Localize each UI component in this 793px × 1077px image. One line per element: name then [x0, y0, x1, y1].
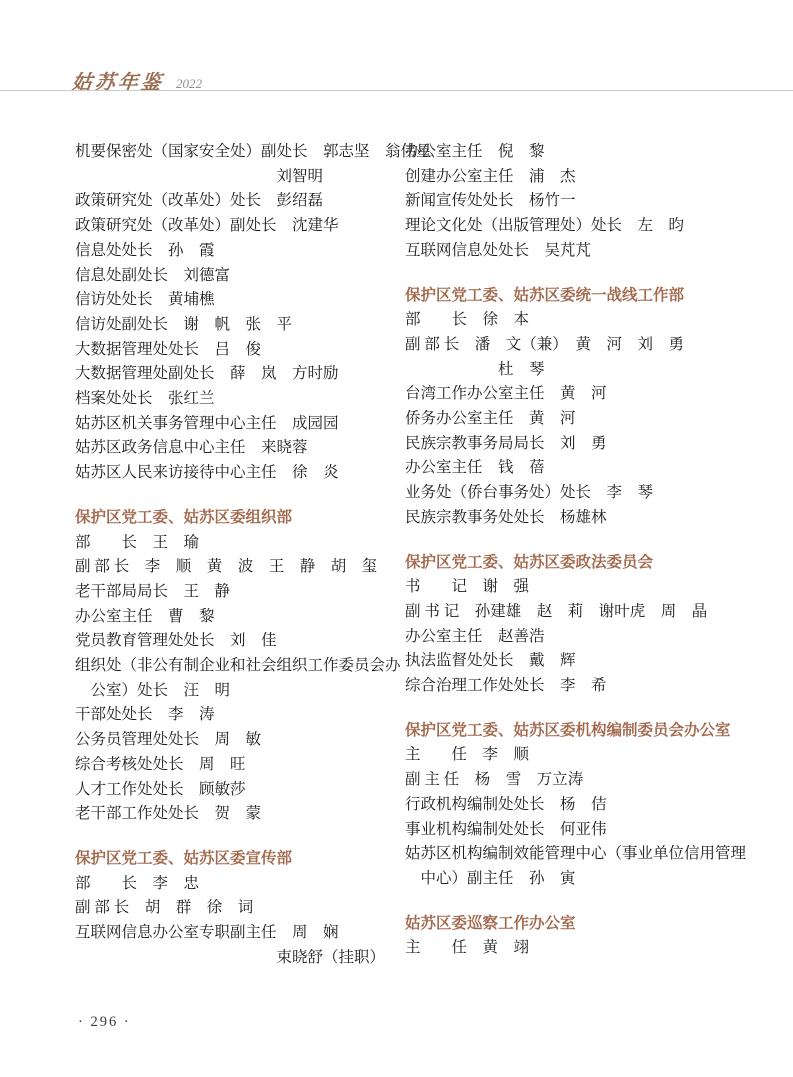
directory-line: 干部处处长 李 涛 — [75, 706, 215, 724]
directory-section-continued — [75, 140, 432, 486]
directory-line: 档案处处长 张红兰 — [75, 390, 215, 408]
directory-section — [405, 719, 757, 892]
directory-line: 民族宗教事务处处长 杨雄林 — [405, 508, 607, 526]
directory-line: 党员教育管理处处长 刘 佳 — [75, 632, 277, 650]
page-header — [72, 66, 202, 92]
page-number: · 296 · — [78, 1014, 131, 1030]
directory-line: 事业机构编制处处长 何亚伟 — [405, 820, 607, 838]
directory-line: 信访处处长 黄埔樵 — [75, 291, 215, 309]
directory-line: 副 主 任 杨 雪 万立涛 — [405, 771, 584, 789]
section-header: 保护区党工委、姑苏区委组织部 — [75, 508, 293, 526]
directory-line: 中心）副主任 孙 寅 — [405, 869, 576, 887]
directory-line: 理论文化处（出版管理处）处长 左 昀 — [405, 217, 685, 235]
directory-line: 姑苏区政务信息中心主任 来晓蓉 — [75, 439, 308, 457]
section-header: 保护区党工委、姑苏区委宣传部 — [75, 849, 293, 867]
directory-line: 民族宗教事务局局长 刘 勇 — [405, 434, 607, 452]
right-column — [405, 140, 757, 961]
directory-line: 公务员管理处处长 周 敏 — [75, 731, 262, 749]
directory-line: 老干部工作处处长 贺 蒙 — [75, 805, 262, 823]
directory-line: 束晓舒（挂职） — [75, 948, 386, 966]
directory-line: 信访处副处长 谢 帆 张 平 — [75, 315, 293, 333]
section-header: 保护区党工委、姑苏区委机构编制委员会办公室 — [405, 721, 731, 739]
directory-line: 大数据管理处副处长 薛 岚 方时励 — [75, 365, 339, 383]
directory-line: 执法监督处处长 戴 辉 — [405, 652, 576, 670]
directory-section — [405, 912, 757, 961]
section-header: 保护区党工委、姑苏区委统一战线工作部 — [405, 286, 685, 304]
directory-line: 副 部 长 李 顺 黄 波 王 静 胡 玺 — [75, 558, 378, 576]
directory-line: 行政机构编制处处长 杨 佶 — [405, 795, 607, 813]
directory-line: 信息处处长 孙 霞 — [75, 241, 215, 259]
directory-line: 部 长 王 瑜 — [75, 533, 200, 551]
directory-line: 综合治理工作处处长 李 希 — [405, 677, 607, 695]
directory-line: 部 长 李 忠 — [75, 874, 200, 892]
directory-line: 组织处（非公有制企业和社会组织工作委员会办 — [75, 657, 401, 675]
directory-line: 业务处（侨台事务处）处长 李 琴 — [405, 484, 654, 502]
directory-line: 姑苏区机构编制效能管理中心（事业单位信用管理 — [405, 845, 747, 863]
directory-line: 公室）处长 汪 明 — [75, 681, 231, 699]
directory-line: 侨务办公室主任 黄 河 — [405, 410, 576, 428]
yearbook-logo: 姑苏年鉴 — [70, 72, 165, 94]
section-header: 姑苏区委巡察工作办公室 — [405, 914, 576, 932]
directory-line: 姑苏区人民来访接待中心主任 徐 炎 — [75, 464, 339, 482]
directory-section — [75, 506, 401, 827]
directory-line: 信息处副处长 刘德富 — [75, 266, 231, 284]
section-header: 保护区党工委、姑苏区委政法委员会 — [405, 553, 654, 571]
directory-line: 副 部 长 胡 群 徐 词 — [75, 899, 254, 917]
directory-section — [405, 284, 757, 531]
directory-line: 人才工作处处长 顾敏莎 — [75, 780, 246, 798]
directory-line: 副 书 记 孙建雄 赵 莉 谢叶虎 周 晶 — [405, 602, 708, 620]
directory-section-continued — [405, 140, 757, 264]
directory-line: 主 任 李 顺 — [405, 746, 530, 764]
left-column — [75, 140, 432, 971]
directory-line: 政策研究处（改革处）处长 彭绍磊 — [75, 192, 324, 210]
directory-line: 部 长 徐 本 — [405, 311, 530, 329]
directory-line: 台湾工作办公室主任 黄 河 — [405, 385, 607, 403]
directory-line: 书 记 谢 强 — [405, 578, 530, 596]
directory-line: 办公室主任 钱 蓓 — [405, 459, 545, 477]
directory-line: 姑苏区机关事务管理中心主任 成园园 — [75, 414, 339, 432]
yearbook-year: 2022 — [176, 76, 202, 91]
directory-line: 办公室主任 倪 黎 — [405, 143, 545, 160]
directory-line: 综合考核处处长 周 旺 — [75, 755, 246, 773]
directory-line: 老干部局局长 王 静 — [75, 582, 231, 600]
directory-line: 新闻宣传处处长 杨竹一 — [405, 192, 576, 210]
directory-line: 政策研究处（改革处）副处长 沈建华 — [75, 217, 339, 235]
directory-line: 办公室主任 曹 黎 — [75, 607, 215, 625]
directory-line: 副 部 长 潘 文（兼） 黄 河 刘 勇 — [405, 335, 685, 353]
directory-line: 办公室主任 赵善浩 — [405, 627, 545, 645]
header-divider — [0, 90, 793, 91]
directory-line: 杜 琴 — [405, 360, 545, 378]
directory-line: 刘智明 — [75, 167, 324, 185]
directory-line: 机要保密处（国家安全处）副处长 郭志坚 翁伟星 — [75, 143, 432, 160]
directory-section — [405, 551, 757, 699]
directory-line: 互联网信息处处长 吴芃芃 — [405, 241, 592, 259]
directory-line: 大数据管理处处长 吕 俊 — [75, 340, 262, 358]
directory-line: 互联网信息办公室专职副主任 周 娴 — [75, 924, 339, 942]
directory-line: 主 任 黄 翊 — [405, 939, 530, 957]
directory-line: 创建办公室主任 浦 杰 — [405, 167, 576, 185]
directory-section — [75, 847, 401, 971]
